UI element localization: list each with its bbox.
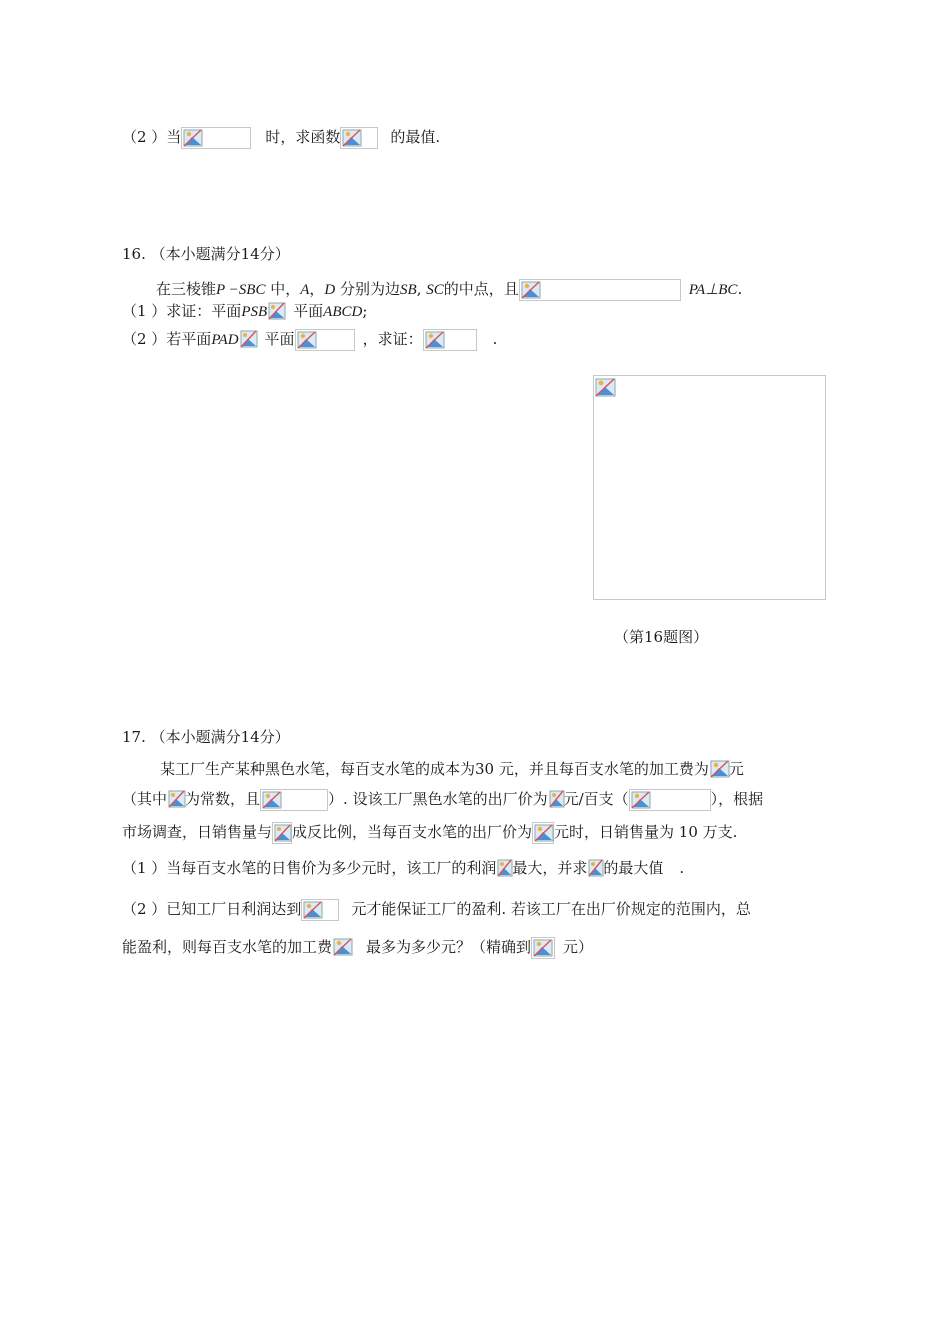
figure-16-caption: （第16题图）: [614, 628, 709, 646]
formula-image: [239, 329, 257, 351]
formula-image: [295, 329, 355, 351]
formula-image: [519, 279, 681, 301]
q17-header: 17. （本小题满分14分）: [122, 728, 290, 746]
q16-part1: （1 ）求证：平面PSB 平面ABCD;: [122, 301, 367, 323]
formula-image: [496, 858, 512, 880]
q16-part2: （2 ）若平面PAD 平面 ，求证： .: [122, 329, 497, 351]
formula-image: [532, 822, 554, 844]
q16-stem: 在三棱锥P −SBC 中，A，D 分别为边SB, SC的中点，且 PA⊥BC.: [156, 279, 742, 301]
broken-image-icon: [595, 378, 617, 398]
formula-image: [531, 937, 555, 959]
formula-image: [340, 127, 378, 149]
formula-image: [267, 301, 285, 323]
formula-image: [709, 759, 729, 781]
figure-16-image: [593, 375, 826, 600]
q17-line2: （其中 为常数，且 ）. 设该工厂黑色水笔的出厂价为 元/百支（ ），根据: [122, 789, 763, 811]
formula-image: [587, 858, 603, 880]
q17-line3: 市场调查，日销售量与 成反比例，当每百支水笔的出厂价为 元时，日销售量为 10 万支.: [122, 822, 737, 844]
q17-line1: 某工厂生产某种黑色水笔，每百支水笔的成本为30 元，并且每百支水笔的加工费为 元: [160, 759, 744, 781]
formula-image: [423, 329, 477, 351]
formula-image: [181, 127, 251, 149]
formula-image: [548, 789, 564, 811]
formula-image: [629, 789, 711, 811]
q17-line5: （2 ）已知工厂日利润达到 元才能保证工厂的盈利. 若该工厂在出厂价规定的范围内，总: [122, 899, 751, 921]
q16-header: 16. （本小题满分14分）: [122, 245, 290, 263]
formula-image: [260, 789, 328, 811]
formula-image: [301, 899, 339, 921]
formula-image: [272, 822, 292, 844]
q17-line6: 能盈利，则每百支水笔的加工费 最多为多少元？（精确到 元）: [122, 937, 593, 959]
q15-part2: （2 ）当 时，求函数 的最值.: [122, 127, 440, 149]
formula-image: [167, 789, 185, 811]
formula-image: [332, 937, 352, 959]
q17-line4: （1 ）当每百支水笔的日售价为多少元时，该工厂的利润 最大，并求 的最大值 .: [122, 858, 684, 880]
